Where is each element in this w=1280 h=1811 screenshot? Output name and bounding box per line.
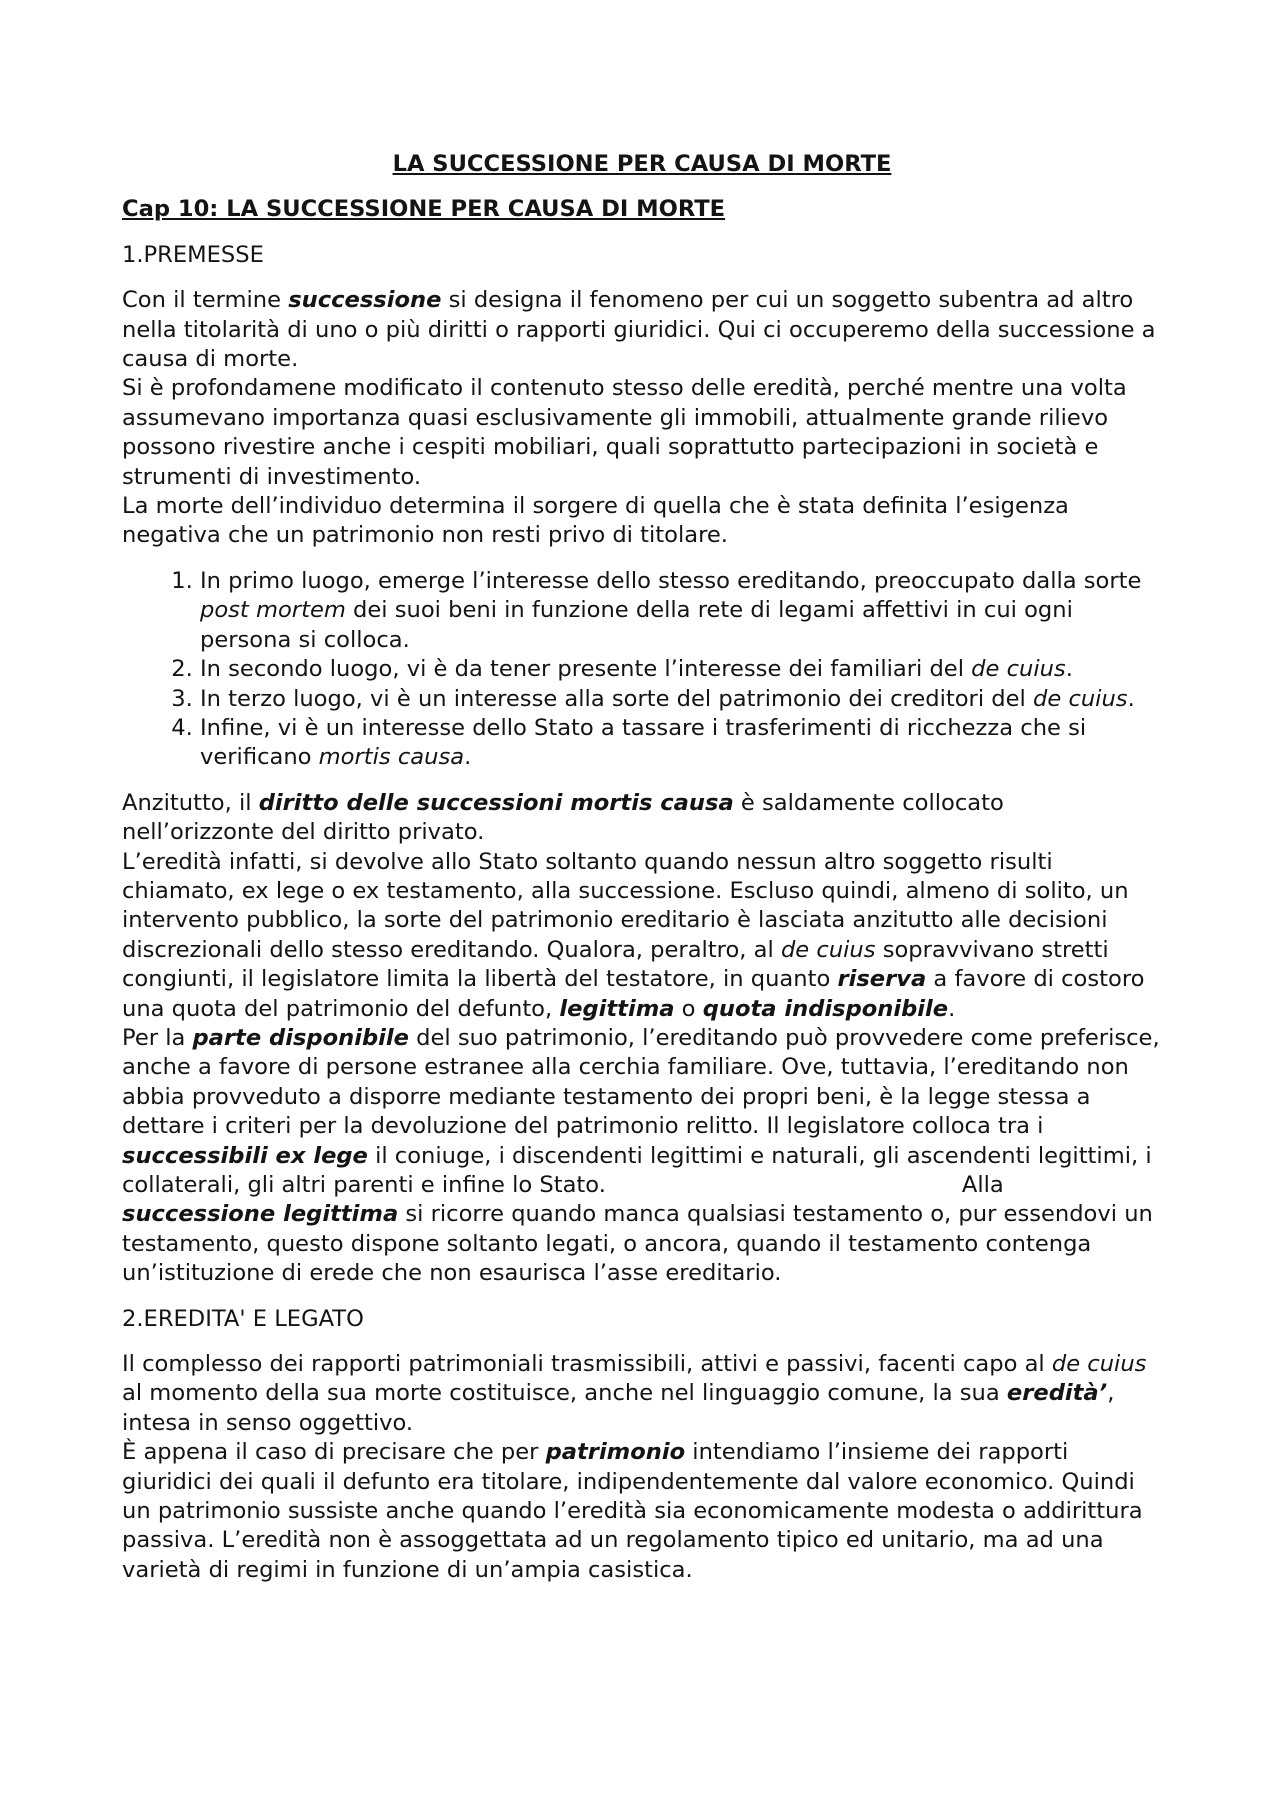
text-run: È appena il caso di precisare che per <box>122 1439 546 1466</box>
text-run: al momento della sua morte costituisce, anche nel linguaggio comune, la sua <box>122 1380 1007 1407</box>
term-emphasis: patrimonio <box>545 1439 686 1466</box>
section-heading-premesse: 1.PREMESSE <box>122 241 264 268</box>
text-run: . <box>464 744 472 771</box>
term-emphasis: legittima <box>559 995 675 1022</box>
term-emphasis: successione legittima <box>122 1201 399 1228</box>
text-run: . <box>1065 656 1073 683</box>
term-emphasis: parte disponibile <box>192 1024 409 1051</box>
italic-term: post mortem <box>200 597 346 624</box>
text-run: . <box>1127 685 1135 712</box>
text-run: o <box>674 995 703 1022</box>
paragraph <box>122 286 1162 551</box>
text-run: si designa il fenomeno per cui un soggetto subentra ad altro nella titolarità di uno o più diritti o rapporti giuridici. Qui ci occuperemo della successione a causa di morte. <box>122 287 1156 373</box>
italic-term: de cuius <box>1033 685 1128 712</box>
text-run: In primo luogo, emerge l’interesse dello stesso ereditando, preoccupato dalla sorte <box>200 567 1142 594</box>
text-run: Si è profondamene modificato il contenuto stesso delle eredità, perché mentre una volta assumevano importanza quasi esclusivamente gli immobili, attualmente grande rilievo possono rivestire anche i cespiti mobiliari, quali soprattutto partecipazioni in società e strumenti di investimento. <box>122 375 1127 490</box>
list-item <box>200 685 1162 714</box>
text-run: Il complesso dei rapporti patrimoniali trasmissibili, attivi e passivi, facenti capo al <box>122 1351 1052 1378</box>
term-emphasis: eredità’ <box>1006 1380 1108 1407</box>
text-run: intendiamo l’insieme dei rapporti giuridici dei quali il defunto era titolare, indipendentemente dal valore economico. Quindi un patrimonio sussiste anche quando l’eredità sia economicamente modesta o addirittura passiva. L’eredità non è assoggettata ad un regolamento tipico ed unitario, ma ad una varietà di regimi in funzione di un’ampia casistica. <box>122 1439 1143 1583</box>
text-run: In terzo luogo, vi è un interesse alla sorte del patrimonio dei creditori del <box>200 685 1034 712</box>
text-run: . <box>948 995 956 1022</box>
text-run: La morte dell’individuo determina il sorgere di quella che è stata definita l’esigenza negativa che un patrimonio non resti privo di titolare. <box>122 493 1069 549</box>
chapter-heading: Cap 10: LA SUCCESSIONE PER CAUSA DI MORTE <box>122 196 726 223</box>
text-run: del suo patrimonio, l’ereditando può provvedere come preferisce, anche a favore di persone estranee alla cerchia familiare. Ove, tuttavia, l’ereditando non abbia provveduto a disporre mediante testamento dei propri beni, è la legge stessa a dettare i criteri per la devoluzione del patrimonio relitto. Il legislatore colloca tra i <box>122 1024 1160 1140</box>
interests-list <box>122 567 1162 773</box>
term-emphasis: quota indisponibile <box>702 995 949 1022</box>
italic-term: de cuius <box>1051 1351 1147 1378</box>
paragraph <box>122 789 1162 1289</box>
term-emphasis: diritto delle successioni mortis causa <box>258 789 734 816</box>
text-run: Con il termine <box>122 287 289 314</box>
italic-term: de cuius <box>971 656 1066 683</box>
section-heading-eredita: 2.EREDITA' E LEGATO <box>122 1305 364 1332</box>
document-title: LA SUCCESSIONE PER CAUSA DI MORTE <box>392 151 892 177</box>
text-run: si ricorre quando manca qualsiasi testamento o, pur essendovi un testamento, questo dispone soltanto legati, o ancora, quando il testamento contenga un’istituzione di erede che non esaurisca l’asse ereditario. <box>122 1201 1153 1287</box>
list-item <box>200 714 1162 773</box>
text-run: dei suoi beni in funzione della rete di legami affettivi in cui ogni persona si colloca. <box>200 597 1073 653</box>
text-run: sopravvivano stretti congiunti, il legislatore limita la libertà del testatore, in quanto <box>122 936 1109 993</box>
italic-term: de cuius <box>780 936 876 963</box>
text-run: Anzitutto, il <box>122 789 259 816</box>
term-emphasis: riserva <box>837 966 927 993</box>
document-page <box>122 150 1162 1601</box>
list-item <box>200 567 1162 655</box>
text-run: , intesa in senso oggettivo. <box>122 1380 1115 1436</box>
text-run: Infine, vi è un interesse dello Stato a tassare i trasferimenti di ricchezza che si verificano <box>200 714 1087 771</box>
list-item <box>200 655 1162 684</box>
text-run: L’eredità infatti, si devolve allo Stato soltanto quando nessun altro soggetto risulti chiamato, ex lege o ex testamento, alla successione. Escluso quindi, almeno di solito, un intervento pubblico, la sorte del patrimonio ereditario è lasciata anzitutto alle decisioni discrezionali dello stesso ereditando. Qualora, peraltro, al <box>122 848 1129 963</box>
text-run: a favore di costoro una quota del patrimonio del defunto, <box>122 966 1145 1022</box>
term-emphasis: successibili ex lege <box>122 1142 368 1169</box>
text-run: In secondo luogo, vi è da tener presente l’interesse dei familiari del <box>200 656 972 683</box>
text-run: il coniuge, i discendenti legittimi e naturali, gli ascendenti legittimi, i collaterali, gli altri parenti e infine lo Stato. <box>122 1142 1152 1198</box>
text-run: Alla <box>961 1172 1004 1198</box>
italic-term: mortis causa <box>318 744 465 771</box>
text-run: è saldamente collocato nell’orizzonte del diritto privato. <box>122 789 1004 846</box>
term-emphasis: successione <box>288 287 442 314</box>
text-run: Per la <box>122 1024 193 1051</box>
paragraph <box>122 1350 1162 1585</box>
